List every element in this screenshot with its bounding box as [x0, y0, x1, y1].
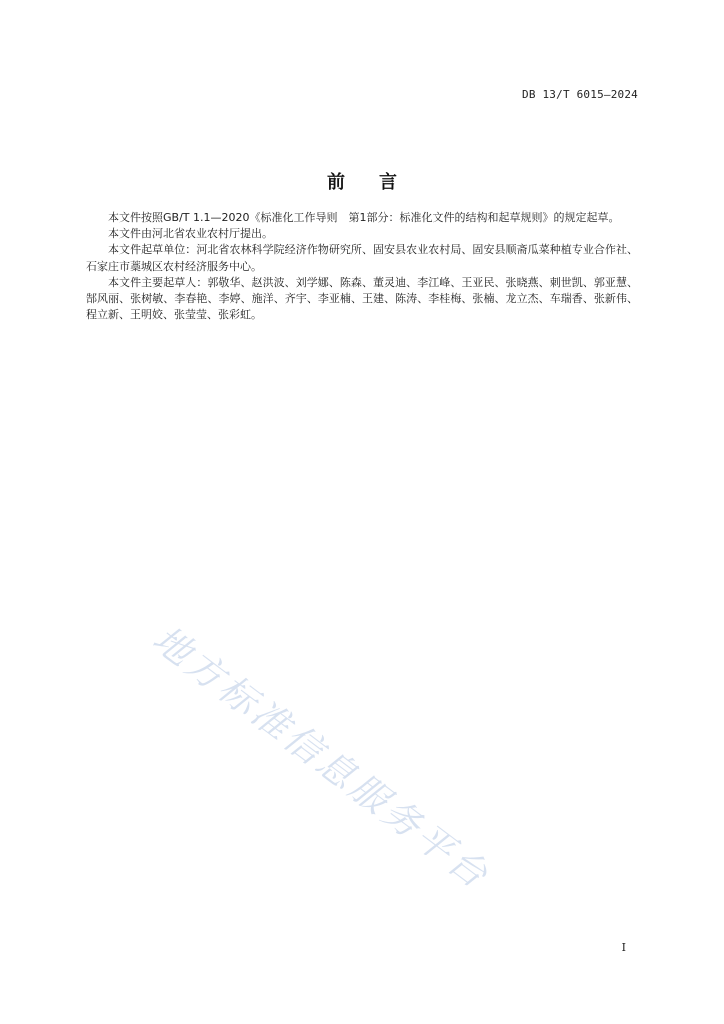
- paragraph-drafting-basis: 本文件按照GB/T 1.1—2020《标准化工作导则 第1部分：标准化文件的结构和起草规则》的规定起草。: [108, 211, 620, 224]
- foreword-body: [86, 210, 638, 323]
- paragraph-proposer: 本文件由河北省农业农村厅提出。: [108, 227, 273, 241]
- watermark: 地方标准信息服务平台: [144, 617, 499, 899]
- paragraph-drafters: 本文件主要起草人：郭敬华、赵洪波、刘学娜、陈森、董灵迪、李江峰、王亚民、张晓燕、刺世凯、郭亚慧、郜风丽、张树敏、李春艳、李婷、施洋、齐宇、李亚楠、王建、陈涛、李桂梅、张楠、龙立杰、车瑞香、张新伟、程立新、王明姣、张莹莹、张彩虹。: [86, 275, 638, 322]
- page-number: I: [621, 941, 626, 954]
- document-code: DB 13/T 6015—2024: [522, 88, 638, 101]
- page-title: [0, 168, 724, 194]
- title-char-2: 言: [379, 172, 397, 193]
- title-char-1: 前: [327, 172, 345, 193]
- paragraph-drafting-units: 本文件起草单位：河北省农林科学院经济作物研究所、固安县农业农村局、固安县顺斋瓜菜种植专业合作社、石家庄市藁城区农村经济服务中心。: [86, 243, 638, 273]
